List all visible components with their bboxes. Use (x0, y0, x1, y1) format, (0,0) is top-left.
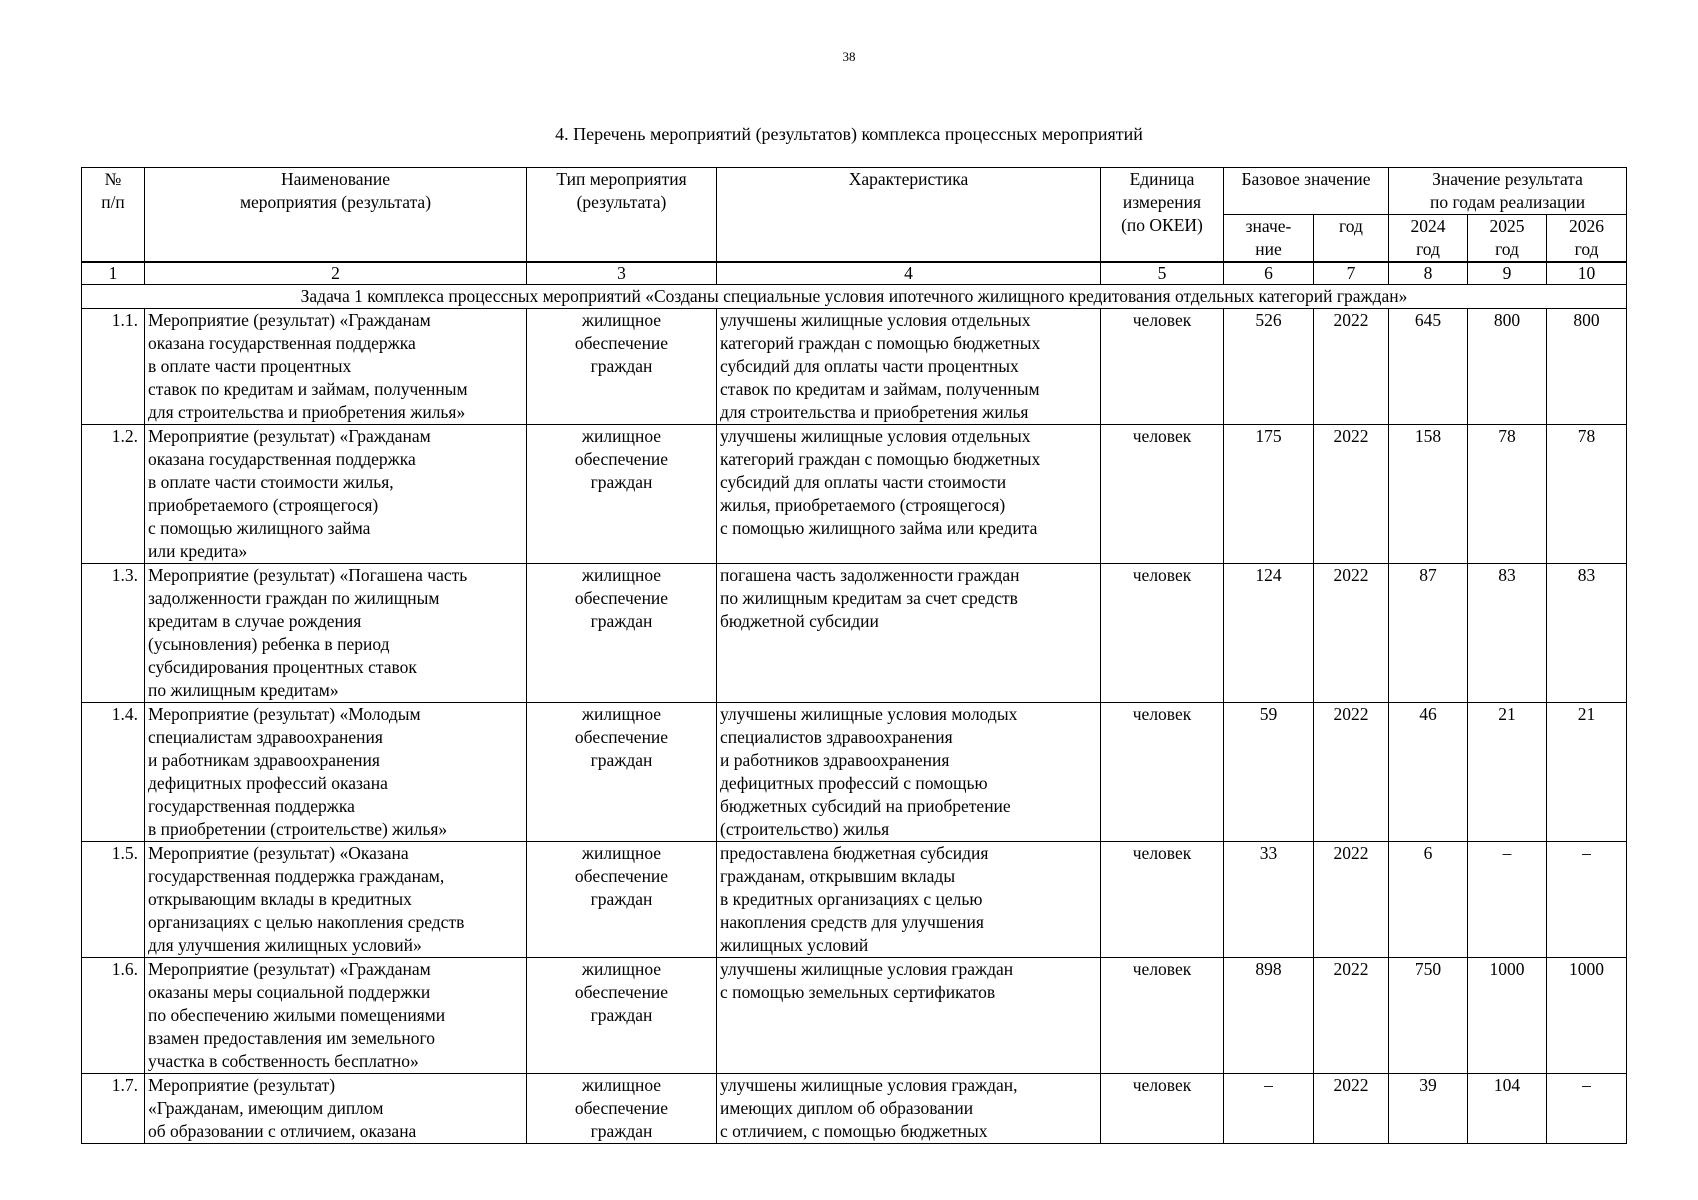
header-text: № (104, 169, 122, 189)
value-2025: 104 (1468, 1074, 1547, 1144)
measure-type (527, 958, 717, 1074)
value-2026: 21 (1547, 703, 1627, 842)
measure-type (527, 309, 717, 425)
measure-characteristic (717, 842, 1101, 958)
text-line: государственная поддержка (148, 796, 355, 816)
text-line: имеющих диплом об образовании (720, 1098, 974, 1118)
header-text: Значение результата (1432, 169, 1583, 189)
measure-characteristic (717, 958, 1101, 1074)
measure-type (527, 564, 717, 703)
text-line: улучшены жилищные условия отдельных (720, 310, 1031, 330)
table-row (82, 1074, 1627, 1144)
text-line: обеспечение (574, 333, 669, 353)
unit: человек (1101, 564, 1224, 703)
text-line: дефицитных профессий оказана (148, 773, 388, 793)
header-text: Тип мероприятия (556, 169, 687, 189)
text-line: организациях с целью накопления средств (148, 912, 465, 932)
text-line: категорий граждан с помощью бюджетных (720, 449, 1041, 469)
text-line: накопления средств для улучшения (720, 912, 984, 932)
text-line: участка в собственность бесплатно» (148, 1051, 419, 1071)
text-line: дефицитных профессий с помощью (720, 773, 988, 793)
text-line: с помощью жилищного займа (148, 518, 371, 538)
text-line: оказана государственная поддержка (148, 449, 416, 469)
header-text: ние (1255, 239, 1282, 259)
measure-name (145, 425, 527, 564)
header-2026 (1547, 215, 1627, 263)
base-year: 2022 (1314, 425, 1389, 564)
text-line: граждан (590, 750, 653, 770)
text-line: для улучшения жилищных условий» (148, 935, 422, 955)
text-line: категорий граждан с помощью бюджетных (720, 333, 1041, 353)
text-line: улучшены жилищные условия молодых (720, 704, 1018, 724)
header-text: мероприятия (результата) (239, 192, 432, 212)
measure-characteristic (717, 425, 1101, 564)
text-line: граждан (590, 611, 653, 631)
text-line: для строительства и приобретения жилья (720, 402, 1029, 422)
base-value: 898 (1224, 958, 1314, 1074)
text-line: улучшены жилищные условия отдельных (720, 426, 1031, 446)
row-number: 1.7. (82, 1074, 145, 1144)
measure-name (145, 703, 527, 842)
column-number: 3 (527, 262, 717, 285)
task-row (82, 285, 1627, 309)
text-line: обеспечение (574, 866, 669, 886)
header-type (527, 168, 717, 263)
value-2025: 21 (1468, 703, 1547, 842)
value-2026: – (1547, 842, 1627, 958)
base-value: – (1224, 1074, 1314, 1144)
table-row (82, 309, 1627, 425)
text-line: взамен предоставления им земельного (148, 1028, 436, 1048)
column-number: 1 (82, 262, 145, 285)
text-line: по жилищным кредитам за счет средств (720, 588, 1018, 608)
header-text: значе- (1245, 216, 1292, 236)
row-number: 1.6. (82, 958, 145, 1074)
unit: человек (1101, 1074, 1224, 1144)
header-text: год (1574, 239, 1599, 259)
unit: человек (1101, 842, 1224, 958)
text-line: ставок по кредитам и займам, полученным (148, 379, 468, 399)
text-line: открывающим вклады в кредитных (148, 889, 412, 909)
text-line: Мероприятие (результат) «Гражданам (148, 310, 431, 330)
text-line: задолженности граждан по жилищным (148, 588, 440, 608)
value-2025: 800 (1468, 309, 1547, 425)
text-line: обеспечение (574, 727, 669, 747)
text-line: для строительства и приобретения жилья» (148, 402, 466, 422)
header-text: Единица (1129, 169, 1195, 189)
text-line: (строительство) жилья (720, 819, 890, 839)
value-2024: 46 (1389, 703, 1468, 842)
column-number-row (82, 262, 1627, 285)
text-line: улучшены жилищные условия граждан (720, 959, 1014, 979)
base-value: 124 (1224, 564, 1314, 703)
text-line: субсидирования процентных ставок (148, 657, 417, 677)
text-line: в кредитных организациях с целью (720, 889, 983, 909)
measure-type (527, 1074, 717, 1144)
text-line: обеспечение (574, 449, 669, 469)
value-2025: – (1468, 842, 1547, 958)
page-title: 4. Перечень мероприятий (результатов) комплекса процессных мероприятий (555, 124, 1143, 144)
header-text: Наименование (280, 169, 391, 189)
measure-characteristic (717, 564, 1101, 703)
value-2025: 1000 (1468, 958, 1547, 1074)
text-line: гражданам, открывшим вклады (720, 866, 956, 886)
text-line: (усыновления) ребенка в период (148, 634, 390, 654)
row-number: 1.5. (82, 842, 145, 958)
header-text: измерения (1122, 192, 1202, 212)
base-year: 2022 (1314, 703, 1389, 842)
text-line: по жилищным кредитам» (148, 680, 339, 700)
header-text: год (1495, 239, 1519, 259)
text-line: кредитам в случае рождения (148, 611, 362, 631)
header-base (1224, 168, 1389, 215)
text-line: жилищное (581, 426, 662, 446)
page-number: 38 (842, 49, 856, 64)
column-number: 8 (1389, 262, 1468, 285)
text-line: субсидий для оплаты части процентных (720, 356, 1019, 376)
text-line: улучшены жилищные условия граждан, (720, 1075, 1018, 1095)
text-line: по обеспечению жилыми помещениями (148, 1005, 446, 1025)
text-line: обеспечение (574, 588, 669, 608)
header-base-value (1224, 215, 1314, 263)
text-line: жилищное (581, 843, 662, 863)
text-line: жилищное (581, 310, 662, 330)
header-text: (по ОКЕИ) (1121, 215, 1203, 235)
value-2024: 6 (1389, 842, 1468, 958)
column-number: 5 (1101, 262, 1224, 285)
header-num (82, 168, 145, 263)
value-2024: 750 (1389, 958, 1468, 1074)
measure-type (527, 842, 717, 958)
row-number: 1.2. (82, 425, 145, 564)
measure-type (527, 703, 717, 842)
header-text: Характеристика (848, 169, 969, 189)
value-2024: 39 (1389, 1074, 1468, 1144)
header-text: п/п (101, 192, 125, 212)
text-line: Мероприятие (результат) «Оказана (148, 843, 409, 863)
table-row (82, 703, 1627, 842)
base-value: 33 (1224, 842, 1314, 958)
measure-name (145, 958, 527, 1074)
column-number: 9 (1468, 262, 1547, 285)
text-line: Мероприятие (результат) (148, 1075, 336, 1095)
text-line: в оплате части стоимости жилья, (148, 472, 394, 492)
text-line: и работникам здравоохранения (148, 750, 380, 770)
value-2025: 78 (1468, 425, 1547, 564)
value-2026: 78 (1547, 425, 1627, 564)
row-number: 1.1. (82, 309, 145, 425)
measure-characteristic (717, 1074, 1101, 1144)
measure-name (145, 564, 527, 703)
row-number: 1.3. (82, 564, 145, 703)
header-unit (1101, 168, 1224, 263)
text-line: граждан (590, 1005, 653, 1025)
base-year: 2022 (1314, 309, 1389, 425)
text-line: жилья, приобретаемого (строящегося) (720, 495, 1006, 515)
base-year: 2022 (1314, 564, 1389, 703)
text-line: жилищное (581, 565, 662, 585)
text-line: государственная поддержка гражданам, (148, 866, 445, 886)
header-name (145, 168, 527, 263)
row-number: 1.4. (82, 703, 145, 842)
measure-characteristic (717, 703, 1101, 842)
text-line: «Гражданам, имеющим диплом (148, 1098, 384, 1118)
header-text: 2026 (1569, 216, 1605, 236)
header-text: год (1416, 239, 1440, 259)
measure-type (527, 425, 717, 564)
header-result (1389, 168, 1627, 215)
text-line: обеспечение (574, 1098, 669, 1118)
text-line: с отличием, с помощью бюджетных (720, 1121, 988, 1141)
unit: человек (1101, 309, 1224, 425)
text-line: обеспечение (574, 982, 669, 1002)
text-line: в приобретении (строительстве) жилья» (148, 819, 448, 839)
column-number: 6 (1224, 262, 1314, 285)
text-line: Мероприятие (результат) «Гражданам (148, 426, 431, 446)
text-line: погашена часть задолженности граждан (720, 565, 1020, 585)
unit: человек (1101, 958, 1224, 1074)
value-2024: 87 (1389, 564, 1468, 703)
header-row (82, 168, 1627, 215)
text-line: граждан (590, 472, 653, 492)
column-number: 7 (1314, 262, 1389, 285)
header-text: по годам реализации (1429, 192, 1586, 212)
measure-characteristic (717, 309, 1101, 425)
text-line: оказана государственная поддержка (148, 333, 416, 353)
value-2024: 158 (1389, 425, 1468, 564)
header-2025 (1468, 215, 1547, 263)
text-line: специалистов здравоохранения (720, 727, 953, 747)
base-value: 526 (1224, 309, 1314, 425)
unit: человек (1101, 703, 1224, 842)
text-line: Мероприятие (результат) «Гражданам (148, 959, 431, 979)
base-value: 59 (1224, 703, 1314, 842)
task-title: Задача 1 комплекса процессных мероприятий «Созданы специальные условия ипотечного жилищного кредитования отдельных категорий граждан» (82, 285, 1627, 309)
text-line: граждан (590, 889, 653, 909)
column-number: 10 (1547, 262, 1627, 285)
column-number: 2 (145, 262, 527, 285)
text-line: субсидий для оплаты части стоимости (720, 472, 1007, 492)
text-line: жилищных условий (720, 935, 869, 955)
measures-table (81, 167, 1627, 1144)
text-line: с помощью земельных сертификатов (720, 982, 996, 1002)
table-row (82, 842, 1627, 958)
table-row (82, 958, 1627, 1074)
header-2024 (1389, 215, 1468, 263)
value-2026: – (1547, 1074, 1627, 1144)
text-line: оказаны меры социальной поддержки (148, 982, 431, 1002)
value-2026: 800 (1547, 309, 1627, 425)
text-line: об образовании с отличием, оказана (148, 1121, 417, 1141)
value-2024: 645 (1389, 309, 1468, 425)
value-2025: 83 (1468, 564, 1547, 703)
text-line: граждан (590, 1121, 653, 1141)
base-year: 2022 (1314, 842, 1389, 958)
text-line: жилищное (581, 1075, 662, 1095)
value-2026: 83 (1547, 564, 1627, 703)
text-line: приобретаемого (строящегося) (148, 495, 379, 515)
text-line: специалистам здравоохранения (148, 727, 383, 747)
text-line: бюджетных субсидий на приобретение (720, 796, 1011, 816)
text-line: ставок по кредитам и займам, полученным (720, 379, 1040, 399)
header-text: (результата) (576, 192, 667, 212)
text-line: граждан (590, 356, 653, 376)
header-text: Базовое значение (1241, 169, 1371, 189)
base-year: 2022 (1314, 958, 1389, 1074)
header-base-year (1314, 215, 1389, 263)
header-characteristic (717, 168, 1101, 263)
header-text: 2025 (1489, 216, 1525, 236)
measure-name (145, 842, 527, 958)
column-number: 4 (717, 262, 1101, 285)
table-row (82, 425, 1627, 564)
text-line: и работников здравоохранения (720, 750, 950, 770)
table-row (82, 564, 1627, 703)
header-text: год (1339, 216, 1363, 236)
text-line: или кредита» (148, 541, 248, 561)
text-line: бюджетной субсидии (720, 611, 879, 631)
text-line: Мероприятие (результат) «Молодым (148, 704, 421, 724)
text-line: жилищное (581, 959, 662, 979)
base-year: 2022 (1314, 1074, 1389, 1144)
measure-name (145, 1074, 527, 1144)
text-line: с помощью жилищного займа или кредита (720, 518, 1038, 538)
text-line: Мероприятие (результат) «Погашена часть (148, 565, 468, 585)
measure-name (145, 309, 527, 425)
base-value: 175 (1224, 425, 1314, 564)
text-line: жилищное (581, 704, 662, 724)
text-line: в оплате части процентных (148, 356, 352, 376)
text-line: предоставлена бюджетная субсидия (720, 843, 989, 863)
header-text: 2024 (1410, 216, 1446, 236)
unit: человек (1101, 425, 1224, 564)
value-2026: 1000 (1547, 958, 1627, 1074)
